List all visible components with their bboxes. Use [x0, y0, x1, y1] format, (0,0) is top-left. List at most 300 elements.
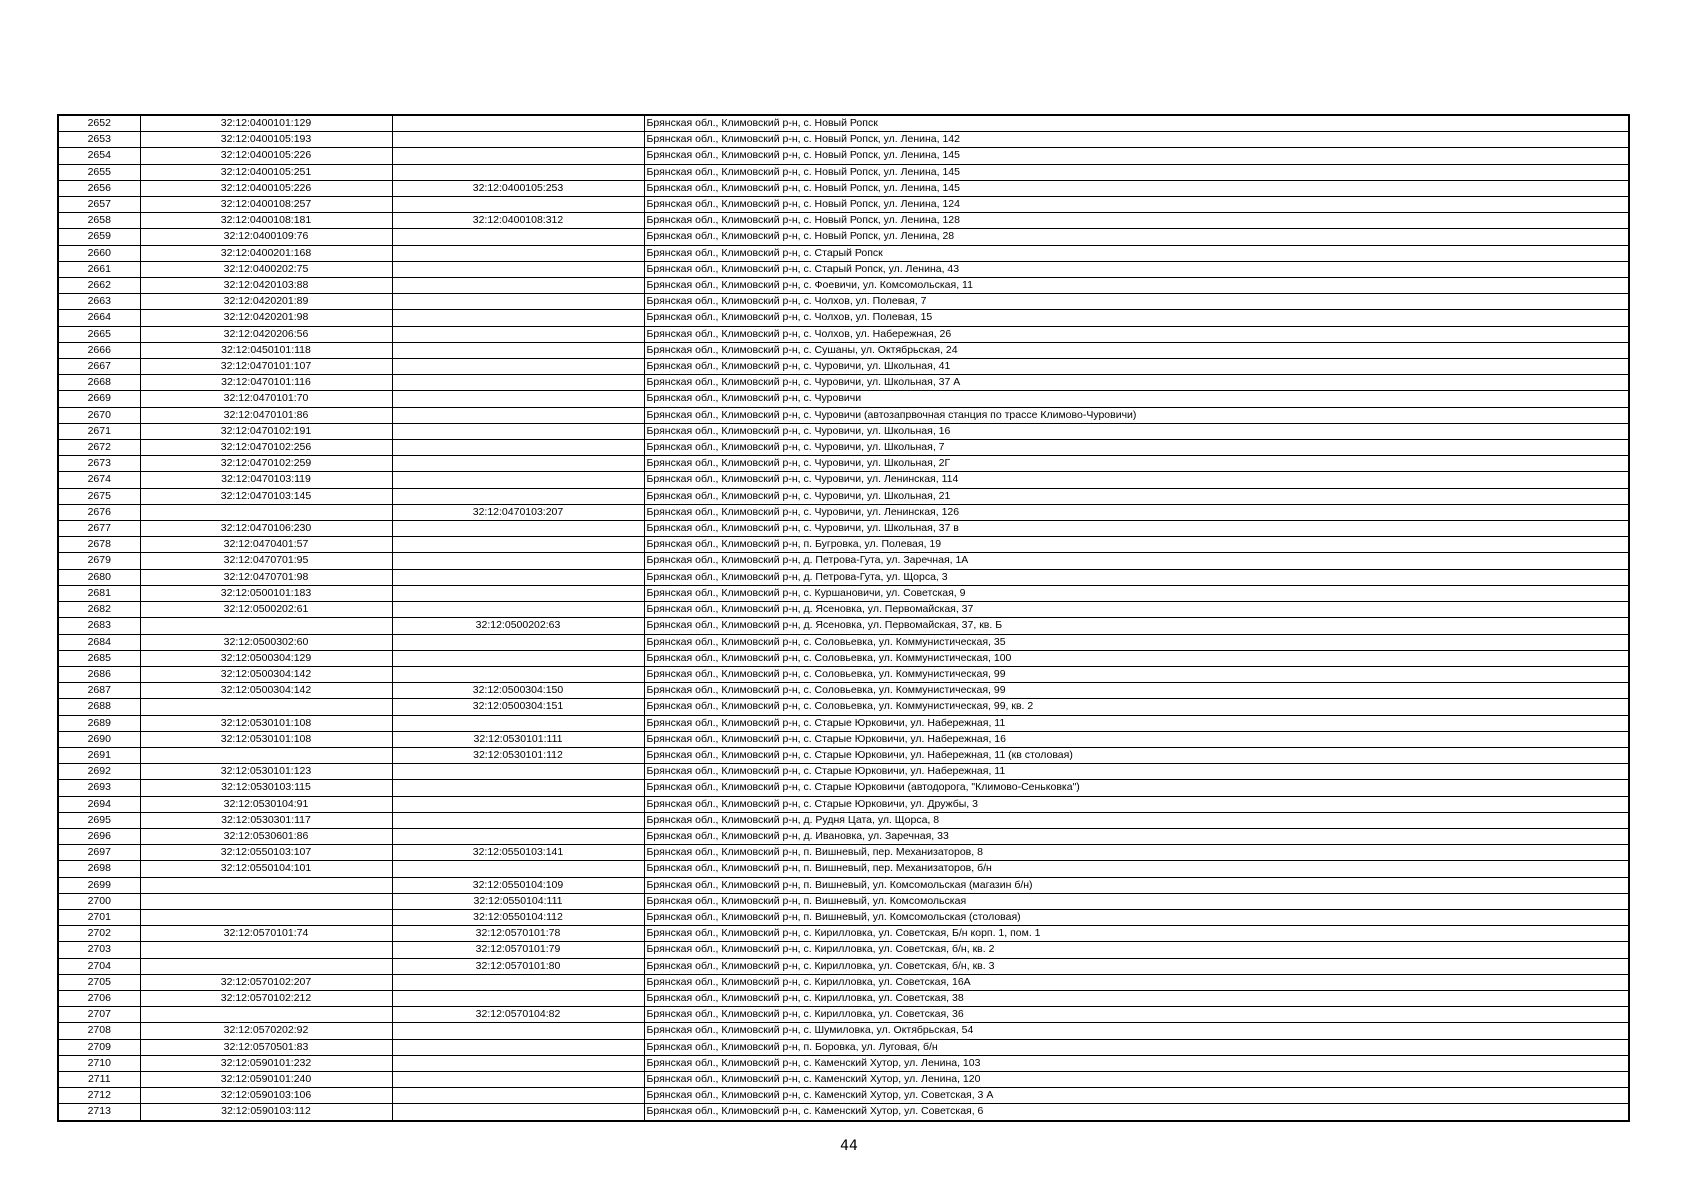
cadastral-number-cell [140, 909, 392, 925]
row-number-cell: 2673 [58, 456, 140, 472]
cadastral-number-cell: 32:12:0420201:98 [140, 310, 392, 326]
cadastral-number-cell: 32:12:0400105:226 [140, 148, 392, 164]
row-number-cell: 2670 [58, 407, 140, 423]
cadastral-number-cell: 32:12:0400108:181 [140, 213, 392, 229]
object-number-cell [392, 1055, 644, 1071]
object-number-cell [392, 1071, 644, 1087]
table-row [58, 1104, 1629, 1121]
row-number-cell: 2693 [58, 780, 140, 796]
row-number-cell: 2690 [58, 731, 140, 747]
cadastral-number-cell: 32:12:0470103:145 [140, 488, 392, 504]
address-cell: Брянская обл., Климовский р-н, с. Чолхов, ул. Полевая, 7 [644, 294, 1629, 310]
address-cell: Брянская обл., Климовский р-н, с. Чуровичи, ул. Школьная, 37 А [644, 375, 1629, 391]
cadastral-number-cell: 32:12:0470701:98 [140, 569, 392, 585]
table-row [58, 990, 1629, 1006]
object-number-cell [392, 1039, 644, 1055]
object-number-cell [392, 666, 644, 682]
cadastral-number-cell: 32:12:0550104:101 [140, 861, 392, 877]
object-number-cell: 32:12:0500304:151 [392, 699, 644, 715]
object-number-cell: 32:12:0570101:79 [392, 942, 644, 958]
object-number-cell: 32:12:0470103:207 [392, 504, 644, 520]
address-cell: Брянская обл., Климовский р-н, с. Чуровичи, ул. Школьная, 41 [644, 359, 1629, 375]
address-cell: Брянская обл., Климовский р-н, д. Ясеновка, ул. Первомайская, 37 [644, 602, 1629, 618]
address-cell: Брянская обл., Климовский р-н, с. Старый Ропск [644, 245, 1629, 261]
address-cell: Брянская обл., Климовский р-н, с. Чуровичи, ул. Школьная, 21 [644, 488, 1629, 504]
address-cell: Брянская обл., Климовский р-н, с. Кирилловка, ул. Советская, 16А [644, 974, 1629, 990]
address-cell: Брянская обл., Климовский р-н, с. Новый Ропск, ул. Ленина, 142 [644, 132, 1629, 148]
table-row [58, 423, 1629, 439]
cadastral-number-cell [140, 1007, 392, 1023]
cadastral-number-cell: 32:12:0500302:60 [140, 634, 392, 650]
object-number-cell: 32:12:0500304:150 [392, 683, 644, 699]
table-row [58, 245, 1629, 261]
table-row [58, 569, 1629, 585]
cadastral-number-cell: 32:12:0500304:142 [140, 683, 392, 699]
cadastral-number-cell: 32:12:0590103:106 [140, 1088, 392, 1104]
address-cell: Брянская обл., Климовский р-н, с. Кирилловка, ул. Советская, 36 [644, 1007, 1629, 1023]
address-cell: Брянская обл., Климовский р-н, с. Чуровичи [644, 391, 1629, 407]
row-number-cell: 2702 [58, 926, 140, 942]
object-number-cell [392, 342, 644, 358]
address-cell: Брянская обл., Климовский р-н, с. Новый Ропск, ул. Ленина, 145 [644, 148, 1629, 164]
row-number-cell: 2679 [58, 553, 140, 569]
page-number: 44 [840, 1138, 858, 1154]
table-row [58, 407, 1629, 423]
object-number-cell: 32:12:0550104:112 [392, 909, 644, 925]
cadastral-number-cell: 32:12:0470101:107 [140, 359, 392, 375]
object-number-cell: 32:12:0570104:82 [392, 1007, 644, 1023]
cadastral-number-cell: 32:12:0530101:108 [140, 731, 392, 747]
address-cell: Брянская обл., Климовский р-н, с. Соловьевка, ул. Коммунистическая, 99 [644, 683, 1629, 699]
object-number-cell [392, 294, 644, 310]
address-cell: Брянская обл., Климовский р-н, п. Бугровка, ул. Полевая, 19 [644, 537, 1629, 553]
table-row [58, 796, 1629, 812]
address-cell: Брянская обл., Климовский р-н, д. Ивановка, ул. Заречная, 33 [644, 828, 1629, 844]
registry-table-body [58, 115, 1629, 1121]
object-number-cell [392, 990, 644, 1006]
table-row [58, 828, 1629, 844]
object-number-cell [392, 602, 644, 618]
cadastral-number-cell: 32:12:0550103:107 [140, 845, 392, 861]
cadastral-number-cell: 32:12:0530101:108 [140, 715, 392, 731]
object-number-cell [392, 278, 644, 294]
address-cell: Брянская обл., Климовский р-н, с. Чуровичи, ул. Школьная, 7 [644, 440, 1629, 456]
cadastral-number-cell: 32:12:0470401:57 [140, 537, 392, 553]
object-number-cell [392, 1088, 644, 1104]
address-cell: Брянская обл., Климовский р-н, с. Чуровичи, ул. Школьная, 2Г [644, 456, 1629, 472]
table-row [58, 472, 1629, 488]
cadastral-number-cell: 32:12:0400105:226 [140, 180, 392, 196]
object-number-cell [392, 974, 644, 990]
cadastral-number-cell: 32:12:0470102:191 [140, 423, 392, 439]
table-row [58, 958, 1629, 974]
row-number-cell: 2669 [58, 391, 140, 407]
cadastral-number-cell: 32:12:0400201:168 [140, 245, 392, 261]
address-cell: Брянская обл., Климовский р-н, с. Новый Ропск, ул. Ленина, 145 [644, 164, 1629, 180]
cadastral-number-cell [140, 747, 392, 763]
table-row [58, 845, 1629, 861]
address-cell: Брянская обл., Климовский р-н, с. Шумиловка, ул. Октябрьская, 54 [644, 1023, 1629, 1039]
address-cell: Брянская обл., Климовский р-н, с. Новый Ропск, ул. Ленина, 145 [644, 180, 1629, 196]
object-number-cell: 32:12:0550104:111 [392, 893, 644, 909]
table-row [58, 1023, 1629, 1039]
registry-table [57, 114, 1630, 1122]
address-cell: Брянская обл., Климовский р-н, с. Чуровичи, ул. Школьная, 37 в [644, 521, 1629, 537]
cadastral-number-cell [140, 942, 392, 958]
address-cell: Брянская обл., Климовский р-н, с. Старые Юрковичи (автодорога, "Климово-Сеньковка") [644, 780, 1629, 796]
table-row [58, 585, 1629, 601]
address-cell: Брянская обл., Климовский р-н, с. Сушаны, ул. Октябрьская, 24 [644, 342, 1629, 358]
cadastral-number-cell: 32:12:0470101:86 [140, 407, 392, 423]
cadastral-number-cell: 32:12:0400101:129 [140, 115, 392, 132]
address-cell: Брянская обл., Климовский р-н, с. Соловьевка, ул. Коммунистическая, 99, кв. 2 [644, 699, 1629, 715]
cadastral-number-cell: 32:12:0420103:88 [140, 278, 392, 294]
row-number-cell: 2689 [58, 715, 140, 731]
cadastral-number-cell: 32:12:0570202:92 [140, 1023, 392, 1039]
row-number-cell: 2666 [58, 342, 140, 358]
cadastral-number-cell: 32:12:0470103:119 [140, 472, 392, 488]
cadastral-number-cell: 32:12:0530104:91 [140, 796, 392, 812]
table-row [58, 893, 1629, 909]
table-row [58, 132, 1629, 148]
address-cell: Брянская обл., Климовский р-н, п. Вишневый, ул. Комсомольская (столовая) [644, 909, 1629, 925]
row-number-cell: 2709 [58, 1039, 140, 1055]
table-row [58, 650, 1629, 666]
table-row [58, 942, 1629, 958]
cadastral-number-cell [140, 504, 392, 520]
cadastral-number-cell: 32:12:0590101:240 [140, 1071, 392, 1087]
address-cell: Брянская обл., Климовский р-н, п. Вишневый, ул. Комсомольская [644, 893, 1629, 909]
cadastral-number-cell: 32:12:0400109:76 [140, 229, 392, 245]
address-cell: Брянская обл., Климовский р-н, с. Старые Юрковичи, ул. Набережная, 11 [644, 764, 1629, 780]
cadastral-number-cell [140, 958, 392, 974]
row-number-cell: 2704 [58, 958, 140, 974]
table-row [58, 812, 1629, 828]
cadastral-number-cell: 32:12:0530301:117 [140, 812, 392, 828]
row-number-cell: 2671 [58, 423, 140, 439]
object-number-cell [392, 861, 644, 877]
table-row [58, 1088, 1629, 1104]
table-row [58, 359, 1629, 375]
table-row [58, 553, 1629, 569]
address-cell: Брянская обл., Климовский р-н, с. Соловьевка, ул. Коммунистическая, 99 [644, 666, 1629, 682]
address-cell: Брянская обл., Климовский р-н, с. Кирилловка, ул. Советская, б/н, кв. 2 [644, 942, 1629, 958]
address-cell: Брянская обл., Климовский р-н, с. Каменский Хутор, ул. Ленина, 120 [644, 1071, 1629, 1087]
address-cell: Брянская обл., Климовский р-н, д. Ясеновка, ул. Первомайская, 37, кв. Б [644, 618, 1629, 634]
address-cell: Брянская обл., Климовский р-н, с. Чуровичи, ул. Ленинская, 126 [644, 504, 1629, 520]
cadastral-number-cell: 32:12:0470701:95 [140, 553, 392, 569]
row-number-cell: 2707 [58, 1007, 140, 1023]
object-number-cell: 32:12:0400105:253 [392, 180, 644, 196]
row-number-cell: 2653 [58, 132, 140, 148]
row-number-cell: 2676 [58, 504, 140, 520]
row-number-cell: 2688 [58, 699, 140, 715]
object-number-cell [392, 796, 644, 812]
table-row [58, 715, 1629, 731]
object-number-cell: 32:12:0570101:80 [392, 958, 644, 974]
row-number-cell: 2712 [58, 1088, 140, 1104]
cadastral-number-cell: 32:12:0400108:257 [140, 197, 392, 213]
object-number-cell [392, 780, 644, 796]
address-cell: Брянская обл., Климовский р-н, п. Вишневый, пер. Механизаторов, 8 [644, 845, 1629, 861]
row-number-cell: 2706 [58, 990, 140, 1006]
row-number-cell: 2674 [58, 472, 140, 488]
cadastral-number-cell [140, 618, 392, 634]
address-cell: Брянская обл., Климовский р-н, с. Новый Ропск, ул. Ленина, 28 [644, 229, 1629, 245]
table-row [58, 391, 1629, 407]
object-number-cell [392, 391, 644, 407]
address-cell: Брянская обл., Климовский р-н, с. Чуровичи, ул. Школьная, 16 [644, 423, 1629, 439]
object-number-cell [392, 359, 644, 375]
object-number-cell [392, 310, 644, 326]
row-number-cell: 2657 [58, 197, 140, 213]
cadastral-number-cell: 32:12:0400105:251 [140, 164, 392, 180]
address-cell: Брянская обл., Климовский р-н, с. Фоевичи, ул. Комсомольская, 11 [644, 278, 1629, 294]
cadastral-number-cell: 32:12:0570102:207 [140, 974, 392, 990]
table-row [58, 504, 1629, 520]
cadastral-number-cell: 32:12:0500101:183 [140, 585, 392, 601]
object-number-cell [392, 585, 644, 601]
row-number-cell: 2686 [58, 666, 140, 682]
address-cell: Брянская обл., Климовский р-н, с. Чолхов, ул. Набережная, 26 [644, 326, 1629, 342]
table-row [58, 1055, 1629, 1071]
row-number-cell: 2672 [58, 440, 140, 456]
row-number-cell: 2677 [58, 521, 140, 537]
table-row [58, 877, 1629, 893]
object-number-cell: 32:12:0500202:63 [392, 618, 644, 634]
object-number-cell [392, 407, 644, 423]
address-cell: Брянская обл., Климовский р-н, с. Старые Юрковичи, ул. Набережная, 11 (кв столовая) [644, 747, 1629, 763]
address-cell: Брянская обл., Климовский р-н, с. Чолхов, ул. Полевая, 15 [644, 310, 1629, 326]
row-number-cell: 2711 [58, 1071, 140, 1087]
address-cell: Брянская обл., Климовский р-н, с. Кирилловка, ул. Советская, б/н, кв. 3 [644, 958, 1629, 974]
object-number-cell [392, 423, 644, 439]
table-row [58, 115, 1629, 132]
object-number-cell [392, 148, 644, 164]
row-number-cell: 2675 [58, 488, 140, 504]
table-row [58, 456, 1629, 472]
table-row [58, 164, 1629, 180]
cadastral-number-cell: 32:12:0570102:212 [140, 990, 392, 1006]
address-cell: Брянская обл., Климовский р-н, с. Кирилловка, ул. Советская, 38 [644, 990, 1629, 1006]
cadastral-number-cell: 32:12:0470102:259 [140, 456, 392, 472]
object-number-cell: 32:12:0570101:78 [392, 926, 644, 942]
row-number-cell: 2703 [58, 942, 140, 958]
row-number-cell: 2708 [58, 1023, 140, 1039]
row-number-cell: 2683 [58, 618, 140, 634]
table-row [58, 1007, 1629, 1023]
cadastral-number-cell [140, 877, 392, 893]
object-number-cell [392, 812, 644, 828]
address-cell: Брянская обл., Климовский р-н, с. Каменский Хутор, ул. Советская, 3 А [644, 1088, 1629, 1104]
row-number-cell: 2687 [58, 683, 140, 699]
cadastral-number-cell: 32:12:0470101:70 [140, 391, 392, 407]
object-number-cell [392, 261, 644, 277]
table-row [58, 375, 1629, 391]
object-number-cell: 32:12:0530101:112 [392, 747, 644, 763]
cadastral-number-cell: 32:12:0470102:256 [140, 440, 392, 456]
cadastral-number-cell: 32:12:0570101:74 [140, 926, 392, 942]
cadastral-number-cell: 32:12:0500202:61 [140, 602, 392, 618]
table-row [58, 197, 1629, 213]
object-number-cell: 32:12:0550103:141 [392, 845, 644, 861]
table-row [58, 731, 1629, 747]
table-row [58, 148, 1629, 164]
cadastral-number-cell: 32:12:0420206:56 [140, 326, 392, 342]
table-row [58, 974, 1629, 990]
object-number-cell [392, 537, 644, 553]
row-number-cell: 2705 [58, 974, 140, 990]
object-number-cell [392, 634, 644, 650]
row-number-cell: 2668 [58, 375, 140, 391]
object-number-cell [392, 521, 644, 537]
cadastral-number-cell: 32:12:0470101:116 [140, 375, 392, 391]
row-number-cell: 2698 [58, 861, 140, 877]
table-row [58, 666, 1629, 682]
table-row [58, 747, 1629, 763]
address-cell: Брянская обл., Климовский р-н, с. Старые Юрковичи, ул. Набережная, 11 [644, 715, 1629, 731]
object-number-cell [392, 553, 644, 569]
row-number-cell: 2678 [58, 537, 140, 553]
table-row [58, 861, 1629, 877]
object-number-cell [392, 488, 644, 504]
table-row [58, 764, 1629, 780]
row-number-cell: 2696 [58, 828, 140, 844]
cadastral-number-cell [140, 893, 392, 909]
table-row [58, 780, 1629, 796]
address-cell: Брянская обл., Климовский р-н, с. Куршановичи, ул. Советская, 9 [644, 585, 1629, 601]
row-number-cell: 2701 [58, 909, 140, 925]
object-number-cell [392, 650, 644, 666]
cadastral-number-cell: 32:12:0530101:123 [140, 764, 392, 780]
object-number-cell [392, 828, 644, 844]
address-cell: Брянская обл., Климовский р-н, с. Новый Ропск, ул. Ленина, 128 [644, 213, 1629, 229]
object-number-cell [392, 1104, 644, 1121]
row-number-cell: 2656 [58, 180, 140, 196]
object-number-cell [392, 472, 644, 488]
row-number-cell: 2660 [58, 245, 140, 261]
row-number-cell: 2695 [58, 812, 140, 828]
row-number-cell: 2663 [58, 294, 140, 310]
row-number-cell: 2700 [58, 893, 140, 909]
row-number-cell: 2691 [58, 747, 140, 763]
object-number-cell [392, 715, 644, 731]
table-row [58, 926, 1629, 942]
address-cell: Брянская обл., Климовский р-н, с. Чуровичи (автозапрвочная станция по трассе Климово-Чуровичи) [644, 407, 1629, 423]
row-number-cell: 2699 [58, 877, 140, 893]
object-number-cell: 32:12:0530101:111 [392, 731, 644, 747]
address-cell: Брянская обл., Климовский р-н, с. Новый Ропск, ул. Ленина, 124 [644, 197, 1629, 213]
address-cell: Брянская обл., Климовский р-н, с. Старый Ропск, ул. Ленина, 43 [644, 261, 1629, 277]
address-cell: Брянская обл., Климовский р-н, п. Вишневый, пер. Механизаторов, б/н [644, 861, 1629, 877]
table-row [58, 229, 1629, 245]
table-row [58, 488, 1629, 504]
cadastral-number-cell [140, 699, 392, 715]
object-number-cell [392, 115, 644, 132]
address-cell: Брянская обл., Климовский р-н, с. Старые Юрковичи, ул. Набережная, 16 [644, 731, 1629, 747]
address-cell: Брянская обл., Климовский р-н, с. Старые Юрковичи, ул. Дружбы, 3 [644, 796, 1629, 812]
row-number-cell: 2661 [58, 261, 140, 277]
address-cell: Брянская обл., Климовский р-н, с. Кирилловка, ул. Советская, Б/н корп. 1, пом. 1 [644, 926, 1629, 942]
row-number-cell: 2664 [58, 310, 140, 326]
object-number-cell [392, 569, 644, 585]
row-number-cell: 2665 [58, 326, 140, 342]
address-cell: Брянская обл., Климовский р-н, д. Петрова-Гута, ул. Щорса, 3 [644, 569, 1629, 585]
object-number-cell [392, 375, 644, 391]
table-row [58, 683, 1629, 699]
row-number-cell: 2681 [58, 585, 140, 601]
address-cell: Брянская обл., Климовский р-н, п. Вишневый, ул. Комсомольская (магазин б/н) [644, 877, 1629, 893]
cadastral-number-cell: 32:12:0590101:232 [140, 1055, 392, 1071]
object-number-cell [392, 1023, 644, 1039]
address-cell: Брянская обл., Климовский р-н, с. Новый Ропск [644, 115, 1629, 132]
cadastral-number-cell: 32:12:0470106:230 [140, 521, 392, 537]
table-row [58, 310, 1629, 326]
row-number-cell: 2692 [58, 764, 140, 780]
cadastral-number-cell: 32:12:0530601:86 [140, 828, 392, 844]
cadastral-number-cell: 32:12:0570501:83 [140, 1039, 392, 1055]
row-number-cell: 2684 [58, 634, 140, 650]
table-row [58, 342, 1629, 358]
cadastral-number-cell: 32:12:0450101:118 [140, 342, 392, 358]
object-number-cell: 32:12:0550104:109 [392, 877, 644, 893]
table-row [58, 909, 1629, 925]
row-number-cell: 2682 [58, 602, 140, 618]
address-cell: Брянская обл., Климовский р-н, с. Каменский Хутор, ул. Советская, 6 [644, 1104, 1629, 1121]
address-cell: Брянская обл., Климовский р-н, п. Боровка, ул. Луговая, б/н [644, 1039, 1629, 1055]
cadastral-number-cell: 32:12:0400202:75 [140, 261, 392, 277]
cadastral-number-cell: 32:12:0500304:142 [140, 666, 392, 682]
row-number-cell: 2680 [58, 569, 140, 585]
row-number-cell: 2654 [58, 148, 140, 164]
table-row [58, 699, 1629, 715]
address-cell: Брянская обл., Климовский р-н, с. Соловьевка, ул. Коммунистическая, 35 [644, 634, 1629, 650]
address-cell: Брянская обл., Климовский р-н, с. Чуровичи, ул. Ленинская, 114 [644, 472, 1629, 488]
row-number-cell: 2655 [58, 164, 140, 180]
address-cell: Брянская обл., Климовский р-н, с. Каменский Хутор, ул. Ленина, 103 [644, 1055, 1629, 1071]
table-row [58, 537, 1629, 553]
object-number-cell [392, 456, 644, 472]
object-number-cell [392, 164, 644, 180]
object-number-cell [392, 440, 644, 456]
row-number-cell: 2685 [58, 650, 140, 666]
table-row [58, 602, 1629, 618]
object-number-cell [392, 229, 644, 245]
row-number-cell: 2662 [58, 278, 140, 294]
row-number-cell: 2713 [58, 1104, 140, 1121]
cadastral-number-cell: 32:12:0500304:129 [140, 650, 392, 666]
address-cell: Брянская обл., Климовский р-н, д. Петрова-Гута, ул. Заречная, 1А [644, 553, 1629, 569]
row-number-cell: 2659 [58, 229, 140, 245]
row-number-cell: 2694 [58, 796, 140, 812]
cadastral-number-cell: 32:12:0400105:193 [140, 132, 392, 148]
table-row [58, 521, 1629, 537]
address-cell: Брянская обл., Климовский р-н, с. Соловьевка, ул. Коммунистическая, 100 [644, 650, 1629, 666]
object-number-cell [392, 132, 644, 148]
table-row [58, 294, 1629, 310]
address-cell: Брянская обл., Климовский р-н, д. Рудня Цата, ул. Щорса, 8 [644, 812, 1629, 828]
table-row [58, 180, 1629, 196]
table-row [58, 326, 1629, 342]
row-number-cell: 2658 [58, 213, 140, 229]
table-row [58, 213, 1629, 229]
cadastral-number-cell: 32:12:0590103:112 [140, 1104, 392, 1121]
object-number-cell [392, 245, 644, 261]
cadastral-number-cell: 32:12:0420201:89 [140, 294, 392, 310]
table-row [58, 618, 1629, 634]
table-row [58, 278, 1629, 294]
object-number-cell [392, 326, 644, 342]
